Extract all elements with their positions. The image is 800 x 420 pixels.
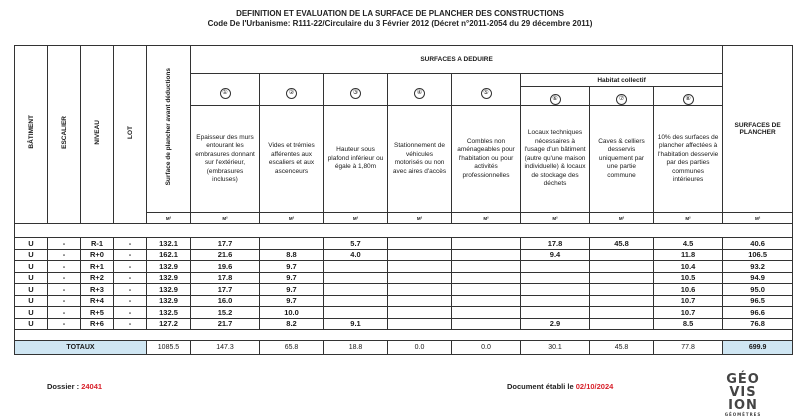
table-cell: 132.9	[147, 261, 191, 273]
total-value: 1085.5	[147, 341, 191, 355]
table-cell	[452, 238, 521, 250]
deduction-label: Combles non aménageables pour l'habitation ou pour activités professionnelles	[452, 106, 521, 213]
table-cell: -	[48, 249, 81, 261]
dossier-reference: Dossier : 24041	[47, 382, 103, 391]
table-cell	[521, 261, 590, 273]
table-cell: R+2	[81, 272, 114, 284]
table-cell: 17.8	[191, 272, 260, 284]
table-cell: 5.7	[324, 238, 388, 250]
table-cell: R-1	[81, 238, 114, 250]
table-cell: 9.7	[260, 261, 324, 273]
table-cell: 132.5	[147, 307, 191, 319]
table-cell	[452, 307, 521, 319]
table-cell: 10.7	[654, 307, 723, 319]
unit-label: M²	[191, 213, 260, 224]
table-cell: -	[114, 249, 147, 261]
table-cell: U	[15, 318, 48, 330]
table-cell	[521, 295, 590, 307]
table-cell: 132.9	[147, 295, 191, 307]
deduction-label: Epaisseur des murs entourant les embrasures donnant sur l'extérieur, (embrasures incluses)	[191, 106, 260, 213]
document-subtitle: Code De l'Urbanisme: R111-22/Circulaire du 3 Février 2012 (Décret n°2011-2054 du 29 décembre 2011)	[207, 19, 593, 28]
unit-label: M²	[324, 213, 388, 224]
table-cell: R+0	[81, 249, 114, 261]
header-surfaces-de-plancher: SURFACES DE PLANCHER	[723, 46, 793, 213]
table-cell: 45.8	[590, 238, 654, 250]
deduction-label: Vides et trémies afférentes aux escaliers et aux ascenceurs	[260, 106, 324, 213]
table-cell: 17.7	[191, 238, 260, 250]
table-cell: 17.8	[521, 238, 590, 250]
table-cell	[452, 261, 521, 273]
table-cell: U	[15, 238, 48, 250]
totals-row	[15, 341, 793, 355]
table-cell: 127.2	[147, 318, 191, 330]
table-cell: -	[48, 272, 81, 284]
table-cell: U	[15, 249, 48, 261]
table-cell	[388, 318, 452, 330]
table-cell	[590, 307, 654, 319]
table-cell: 10.4	[654, 261, 723, 273]
table-cell: -	[48, 238, 81, 250]
header-habitat-collectif: Habitat collectif	[521, 74, 723, 87]
table-cell: 10.0	[260, 307, 324, 319]
document-date: Document établi le 02/10/2024	[507, 382, 614, 391]
table-cell: 162.1	[147, 249, 191, 261]
table-cell	[388, 261, 452, 273]
table-cell	[521, 284, 590, 296]
table-cell: 15.2	[191, 307, 260, 319]
table-cell: R+5	[81, 307, 114, 319]
table-cell: 95.0	[723, 284, 793, 296]
table-cell: 17.7	[191, 284, 260, 296]
header-lot: LOT	[114, 46, 147, 224]
deduction-label: Caves & celliers desservis uniquement par une partie commune	[590, 106, 654, 213]
unit-label: M²	[590, 213, 654, 224]
table-cell: -	[48, 284, 81, 296]
deduction-label: Stationnement de véhicules motorisés ou non avec aires d'accès	[388, 106, 452, 213]
table-cell	[388, 307, 452, 319]
table-cell: -	[48, 318, 81, 330]
table-cell: -	[114, 318, 147, 330]
table-cell: R+6	[81, 318, 114, 330]
table-row	[15, 272, 793, 284]
table-row	[15, 284, 793, 296]
total-value: 147.3	[191, 341, 260, 355]
table-cell	[388, 238, 452, 250]
table-cell: 4.0	[324, 249, 388, 261]
deduction-number: ④	[414, 88, 425, 99]
deduction-number: ⑤	[481, 88, 492, 99]
total-value: 0.0	[388, 341, 452, 355]
table-cell	[324, 307, 388, 319]
table-cell	[388, 284, 452, 296]
table-cell: R+3	[81, 284, 114, 296]
table-cell: U	[15, 284, 48, 296]
table-cell: 76.8	[723, 318, 793, 330]
table-cell: -	[114, 238, 147, 250]
table-cell: 11.8	[654, 249, 723, 261]
deduction-number: ⑧	[683, 94, 694, 105]
table-cell: -	[114, 307, 147, 319]
surface-table	[14, 45, 793, 355]
table-cell: -	[48, 295, 81, 307]
table-cell	[452, 318, 521, 330]
table-cell: 8.8	[260, 249, 324, 261]
table-cell: 132.1	[147, 238, 191, 250]
table-cell: -	[48, 307, 81, 319]
unit-label: M²	[521, 213, 590, 224]
date-value: 02/10/2024	[575, 382, 614, 391]
total-value: 45.8	[590, 341, 654, 355]
table-row	[15, 307, 793, 319]
header-batiment: BÂTIMENT	[15, 46, 48, 224]
table-cell	[590, 249, 654, 261]
table-cell: 16.0	[191, 295, 260, 307]
table-cell	[590, 261, 654, 273]
table-cell: 132.9	[147, 272, 191, 284]
table-cell: R+4	[81, 295, 114, 307]
header-escalier: ESCALIER	[48, 46, 81, 224]
header-niveau: NIVEAU	[81, 46, 114, 224]
table-cell	[590, 295, 654, 307]
table-row	[15, 249, 793, 261]
table-cell	[388, 295, 452, 307]
table-cell	[388, 272, 452, 284]
table-cell	[452, 272, 521, 284]
table-row	[15, 261, 793, 273]
table-cell: U	[15, 261, 48, 273]
table-cell	[521, 307, 590, 319]
total-value: 65.8	[260, 341, 324, 355]
table-cell: 94.9	[723, 272, 793, 284]
table-cell	[324, 295, 388, 307]
table-cell	[452, 249, 521, 261]
table-cell: 93.2	[723, 261, 793, 273]
table-cell: 106.5	[723, 249, 793, 261]
deduction-number: ⑥	[550, 94, 561, 105]
table-cell: -	[48, 261, 81, 273]
unit-label: M²	[723, 213, 793, 224]
table-cell: 8.2	[260, 318, 324, 330]
table-cell: 21.6	[191, 249, 260, 261]
grand-total: 699.9	[723, 341, 793, 355]
document-title: DEFINITION ET EVALUATION DE LA SURFACE DE PLANCHER DES CONSTRUCTIONS	[236, 9, 564, 18]
deduction-number: ⑦	[616, 94, 627, 105]
table-row	[15, 295, 793, 307]
deduction-number: ①	[220, 88, 231, 99]
totals-label: TOTAUX	[15, 341, 147, 355]
table-cell: R+1	[81, 261, 114, 273]
deduction-number: ③	[350, 88, 361, 99]
deduction-label: 10% des surfaces de plancher affectées à l'habitation desservie par des parties communes intérieures	[654, 106, 723, 213]
table-cell	[590, 284, 654, 296]
table-cell	[521, 272, 590, 284]
dossier-number: 24041	[81, 382, 103, 391]
total-value: 30.1	[521, 341, 590, 355]
table-cell	[452, 284, 521, 296]
deduction-label: Hauteur sous plafond inférieur ou égale à 1,80m	[324, 106, 388, 213]
table-cell: 2.9	[521, 318, 590, 330]
total-value: 0.0	[452, 341, 521, 355]
table-cell: 96.5	[723, 295, 793, 307]
table-cell	[590, 318, 654, 330]
table-cell: 10.7	[654, 295, 723, 307]
table-cell: 10.5	[654, 272, 723, 284]
table-cell: 132.9	[147, 284, 191, 296]
table-cell: 9.7	[260, 284, 324, 296]
unit-label: M²	[388, 213, 452, 224]
table-cell: 4.5	[654, 238, 723, 250]
table-cell: -	[114, 295, 147, 307]
header-surface-avant: Surface de plancher avant déductions	[147, 46, 191, 213]
table-cell: 9.1	[324, 318, 388, 330]
table-cell: U	[15, 295, 48, 307]
unit-label: M²	[147, 213, 191, 224]
table-cell: 19.6	[191, 261, 260, 273]
table-cell	[388, 249, 452, 261]
header-surfaces-a-deduire: SURFACES A DEDUIRE	[191, 46, 723, 74]
deduction-label: Locaux techniques nécessaires à l'usage d'un bâtiment (autre qu'une maison individuelle) & locaux de stockage des déchets	[521, 106, 590, 213]
table-cell: -	[114, 272, 147, 284]
table-cell: 40.6	[723, 238, 793, 250]
table-cell	[452, 295, 521, 307]
geovision-logo: GÉO VIS ION GÉOMÈTRES	[724, 372, 762, 417]
table-cell: 9.7	[260, 295, 324, 307]
table-cell: -	[114, 284, 147, 296]
table-cell	[324, 272, 388, 284]
unit-label: M²	[654, 213, 723, 224]
unit-label: M²	[452, 213, 521, 224]
table-cell: 10.6	[654, 284, 723, 296]
table-cell	[324, 284, 388, 296]
table-row	[15, 238, 793, 250]
total-value: 77.8	[654, 341, 723, 355]
table-cell: U	[15, 272, 48, 284]
unit-label: M²	[260, 213, 324, 224]
table-cell	[260, 238, 324, 250]
deduction-number: ②	[286, 88, 297, 99]
table-cell	[590, 272, 654, 284]
table-cell: -	[114, 261, 147, 273]
table-cell: U	[15, 307, 48, 319]
total-value: 18.8	[324, 341, 388, 355]
table-cell: 96.6	[723, 307, 793, 319]
table-row	[15, 318, 793, 330]
table-cell	[324, 261, 388, 273]
table-cell: 21.7	[191, 318, 260, 330]
table-cell: 9.4	[521, 249, 590, 261]
table-cell: 8.5	[654, 318, 723, 330]
table-cell: 9.7	[260, 272, 324, 284]
